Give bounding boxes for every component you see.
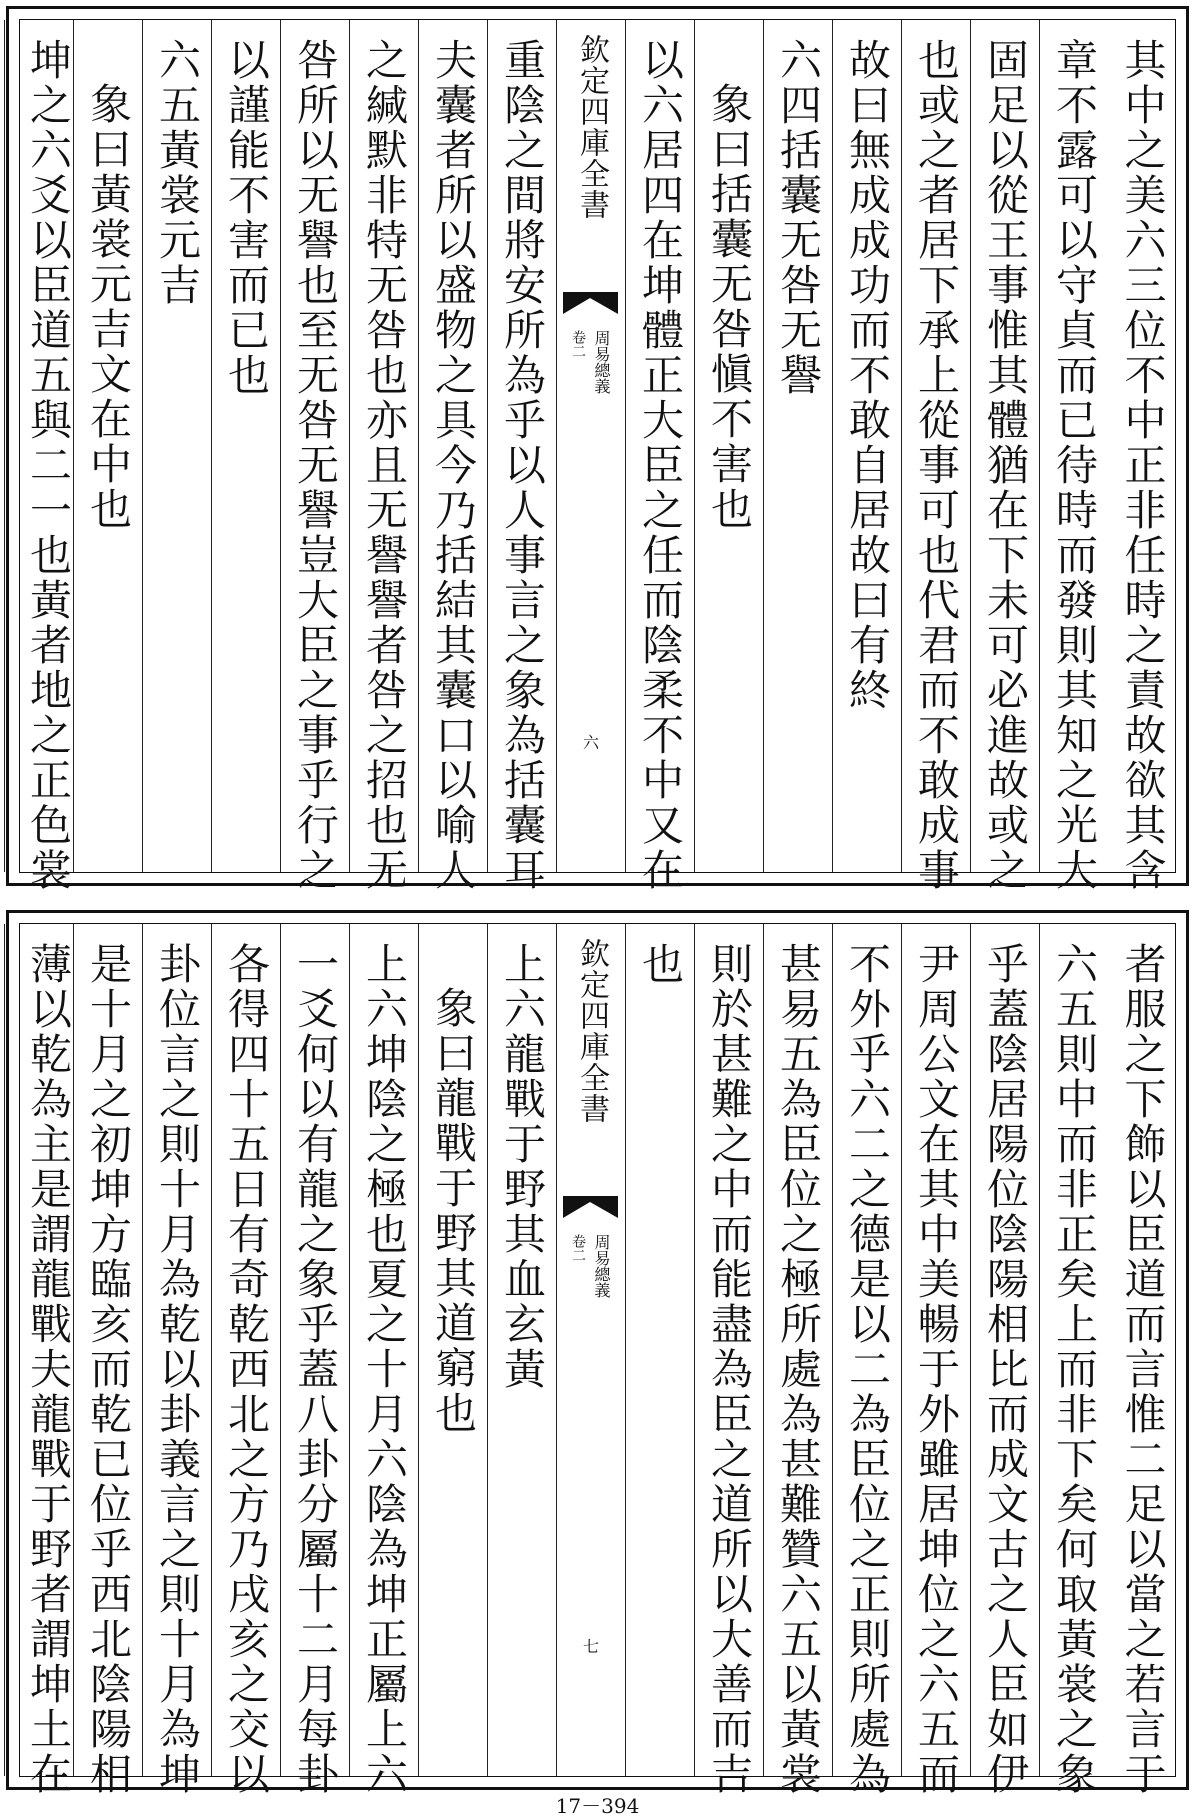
column-text: 各得四十五日有奇乾西北之方乃戌亥之交以 <box>222 942 271 1797</box>
text-column <box>1039 20 1108 893</box>
column-text: 固足以從王事惟其體猶在下未可必進故或之 <box>981 38 1030 893</box>
text-column <box>73 924 142 1797</box>
text-column <box>487 20 556 893</box>
column-text: 夫囊者所以盛物之具今乃括結其囊口以喻人 <box>429 38 478 893</box>
text-frame <box>19 19 1176 893</box>
sheet-number: 17－394 <box>555 1794 640 1818</box>
center-fold-column <box>556 924 625 1776</box>
text-column <box>280 924 349 1797</box>
text-column <box>211 20 280 872</box>
work-title: 周易總義 <box>592 330 611 394</box>
column-text: 也 <box>636 942 685 987</box>
text-column <box>142 20 211 872</box>
text-column <box>763 924 832 1797</box>
column-text: 是十月之初坤方臨亥而乾已位乎西北陰陽相 <box>84 942 133 1797</box>
text-column <box>625 924 694 1776</box>
column-text: 卦位言之則十月為乾以卦義言之則十月為坤 <box>153 942 202 1797</box>
column-text: 以謹能不害而已也 <box>222 38 271 398</box>
text-column <box>280 20 349 893</box>
page-number: 七 <box>582 1637 600 1656</box>
text-frame <box>19 923 1176 1797</box>
text-column <box>211 924 280 1797</box>
text-column <box>487 924 556 1776</box>
column-text: 坤之六爻以臣道五與二一也黃者地之正色裳 <box>24 38 73 893</box>
text-column <box>763 20 832 872</box>
page-number: 六 <box>582 733 600 752</box>
column-text: 則於甚難之中而能盡為臣之道所以大善而吉 <box>705 942 754 1797</box>
work-title: 周易總義 <box>592 1234 611 1298</box>
column-text: 薄以乾為主是謂龍戰夫龍戰于野者謂坤土在 <box>24 942 73 1797</box>
column-text: 也或之者居下承上從事可也代君而不敢成事 <box>912 38 961 893</box>
text-column <box>4 20 73 893</box>
column-text: 象曰括囊无咎愼不害也 <box>705 82 754 532</box>
text-column <box>901 924 970 1797</box>
column-text: 其中之美六三位不中正非任時之責故欲其含 <box>1118 38 1168 893</box>
juan-number: 卷二 <box>570 1234 586 1262</box>
text-column <box>4 924 73 1797</box>
column-text: 甚易五為臣位之極所處為甚難贊六五以黃裳 <box>774 942 823 1797</box>
text-column <box>349 20 418 893</box>
text-column <box>73 20 142 872</box>
column-text: 六四括囊无咎无譽 <box>774 38 823 398</box>
center-fold-column <box>556 20 625 872</box>
text-column <box>970 20 1039 893</box>
book-title-head: 欽定四庫全書 <box>574 938 609 1124</box>
fish-tail-mark-icon <box>563 1196 618 1218</box>
page-sheet-bottom <box>6 910 1189 1797</box>
text-column <box>694 20 763 872</box>
text-column <box>349 924 418 1797</box>
column-text: 象曰龍戰于野其道窮也 <box>429 986 478 1436</box>
column-text: 不外乎六二之德是以二為臣位之正則所處為 <box>843 942 892 1797</box>
page-sheet-top <box>6 6 1189 893</box>
column-text: 者服之下飾以臣道而言惟二足以當之若言于 <box>1118 942 1168 1797</box>
text-column <box>901 20 970 893</box>
text-column <box>142 924 211 1797</box>
text-column <box>418 924 487 1776</box>
column-text: 一爻何以有龍之象乎蓋八卦分屬十二月每卦 <box>291 942 340 1797</box>
text-column <box>694 924 763 1797</box>
book-title-head: 欽定四庫全書 <box>574 34 609 220</box>
column-text: 之緘默非特无咎也亦且无譽譽者咎之招也无 <box>360 38 409 893</box>
text-column <box>418 20 487 893</box>
column-text: 象曰黃裳元吉文在中也 <box>84 82 133 532</box>
column-text: 以六居四在坤體正大臣之任而陰柔不中又在 <box>636 38 685 893</box>
text-column <box>625 20 694 893</box>
text-column <box>1108 20 1177 893</box>
fish-tail-mark-icon <box>563 292 618 314</box>
text-column <box>1039 924 1108 1797</box>
column-text: 上六龍戰于野其血玄黃 <box>498 942 547 1392</box>
text-column <box>832 20 901 872</box>
column-text: 乎蓋陰居陽位陰陽相比而成文古之人臣如伊 <box>981 942 1030 1797</box>
column-text: 章不露可以守貞而已待時而發則其知之光大 <box>1050 38 1099 893</box>
column-text: 故曰無成成功而不敢自居故曰有終 <box>843 38 892 713</box>
text-column <box>1108 924 1177 1797</box>
column-text: 上六坤陰之極也夏之十月六陰為坤正屬上六 <box>360 942 409 1797</box>
column-text: 六五則中而非正矣上而非下矣何取黃裳之象 <box>1050 942 1099 1797</box>
column-text: 咎所以无譽也至无咎无譽豈大臣之事乎行之 <box>291 38 340 893</box>
column-text: 六五黃裳元吉 <box>153 38 202 308</box>
text-column <box>970 924 1039 1797</box>
column-text: 重陰之間將安所為乎以人事言之象為括囊耳 <box>498 38 547 893</box>
juan-number: 卷二 <box>570 330 586 358</box>
text-column <box>832 924 901 1797</box>
column-text: 尹周公文在其中美暢于外雖居坤位之六五而 <box>912 942 961 1797</box>
